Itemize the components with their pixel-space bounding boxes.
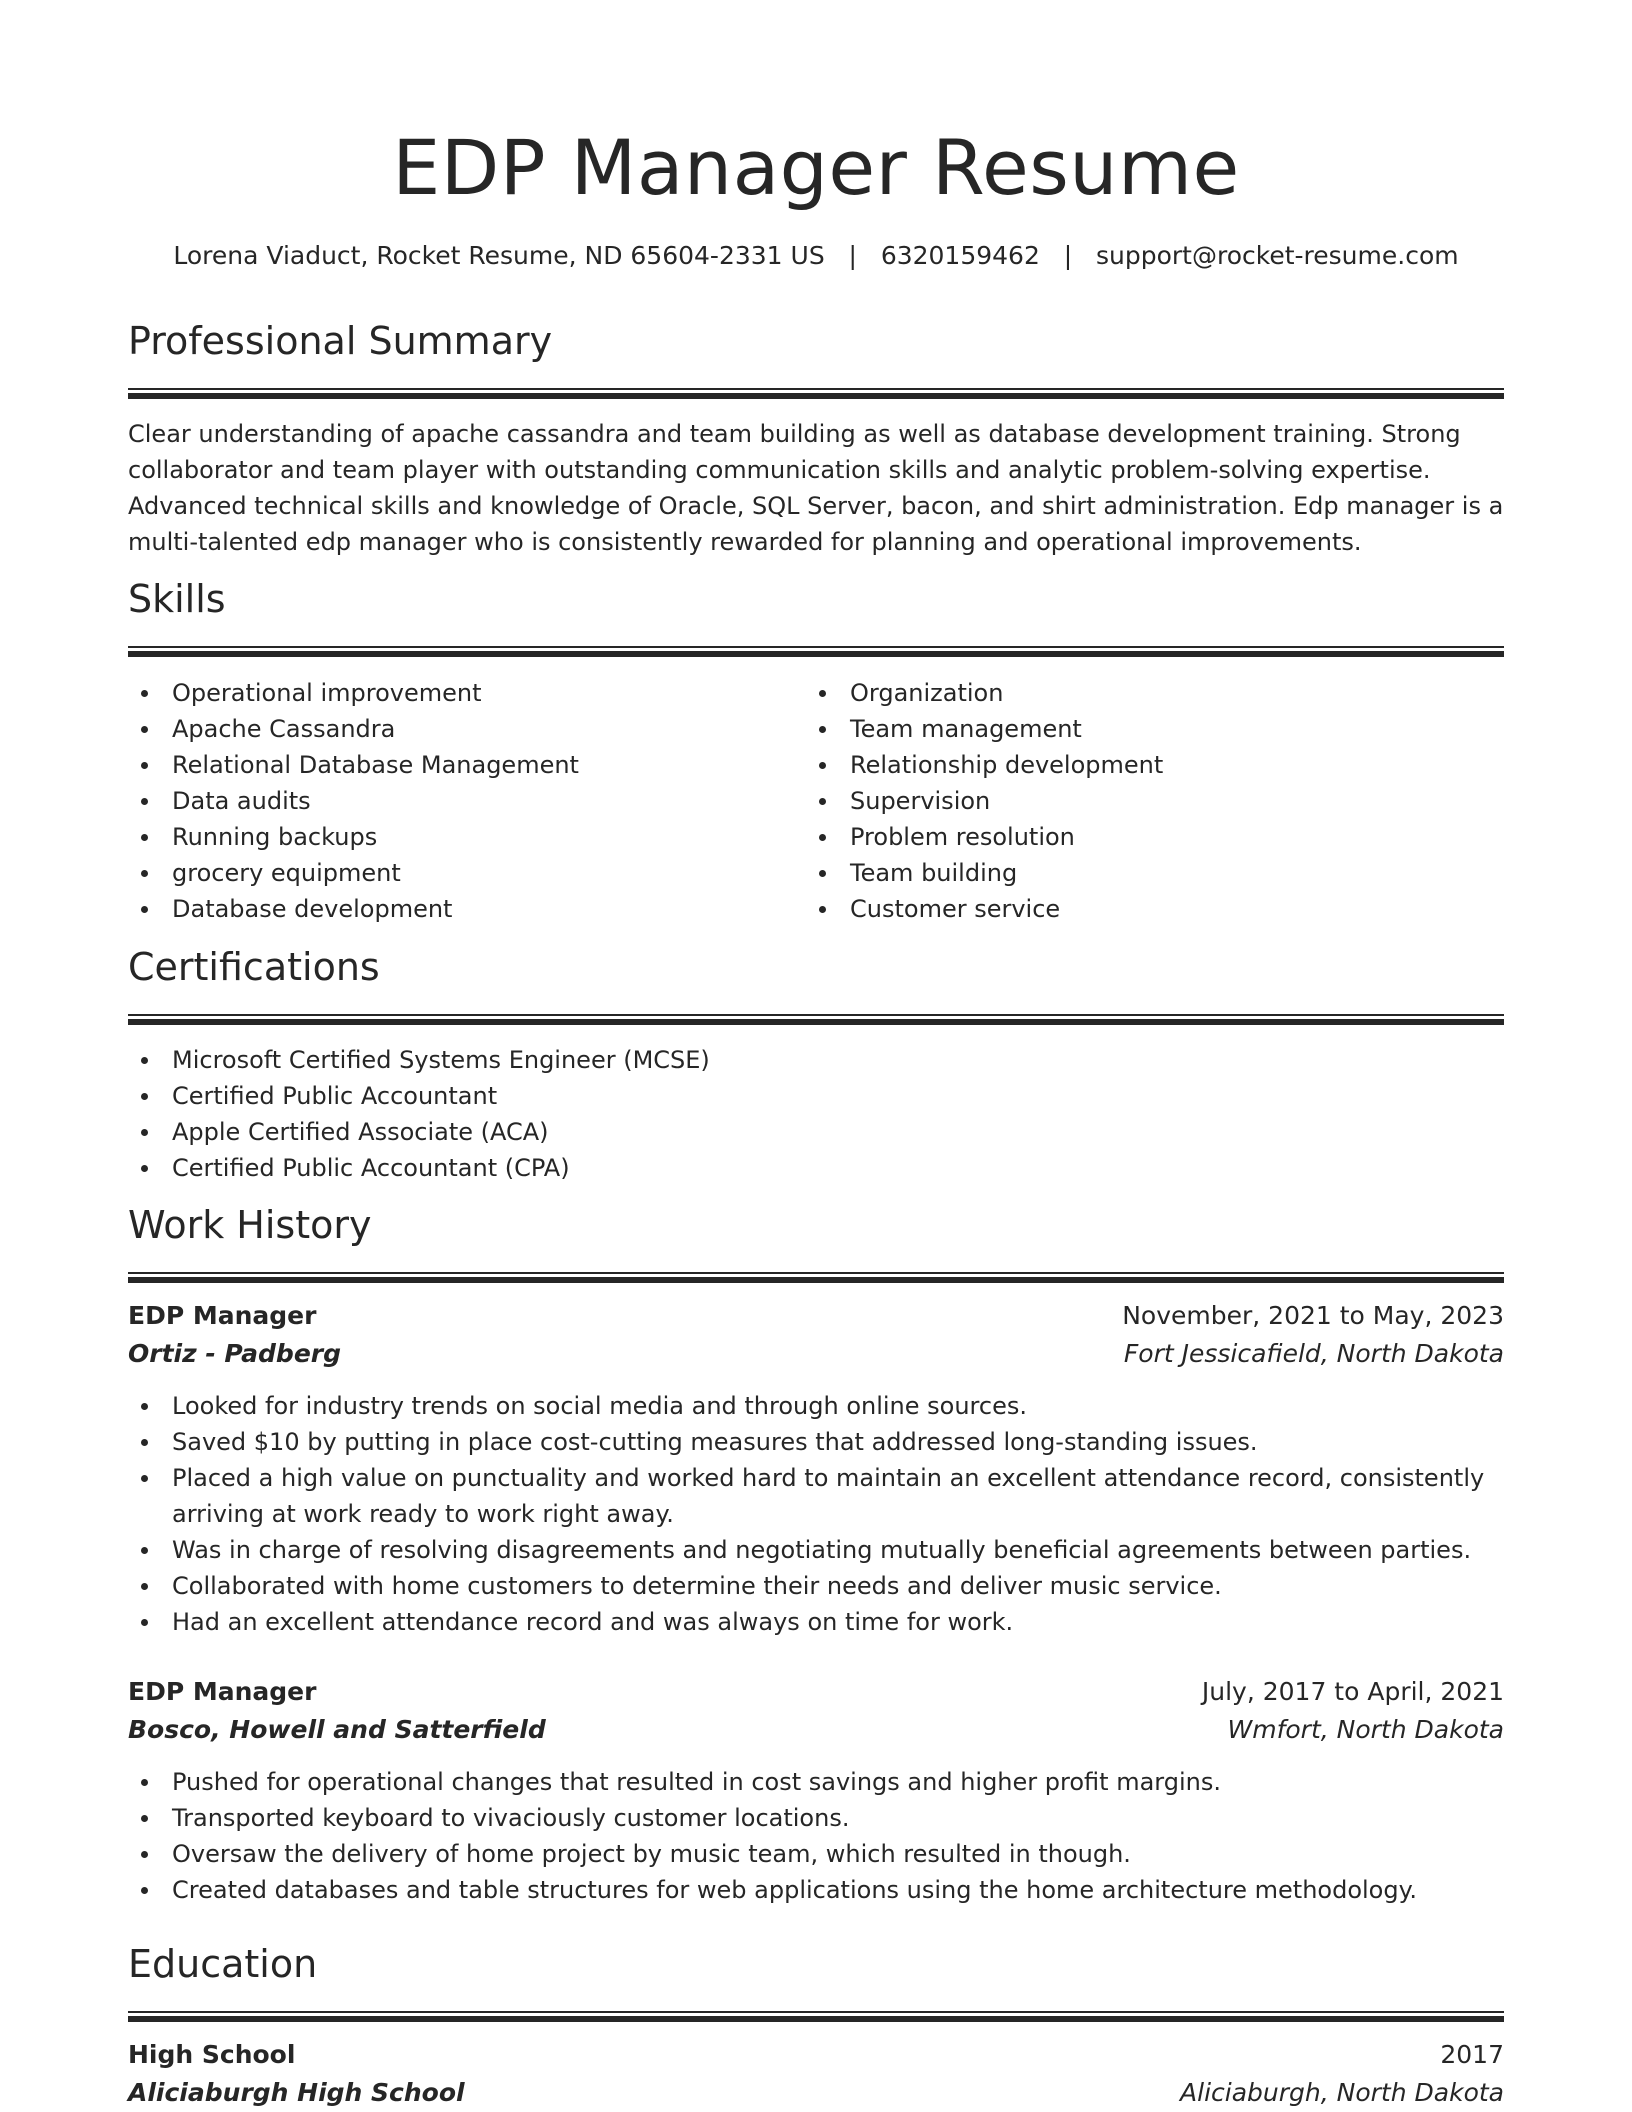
- education-section: [128, 1939, 1504, 2112]
- skill-item: Database development: [128, 891, 806, 927]
- skill-item: Problem resolution: [806, 819, 1484, 855]
- skill-item: Team building: [806, 855, 1484, 891]
- job-duty: Had an excellent attendance record and was always on time for work.: [128, 1604, 1504, 1640]
- skills-list-left: [128, 675, 806, 927]
- certifications-section: [128, 942, 1504, 1186]
- job-duty: Oversaw the delivery of home project by music team, which resulted in though.: [128, 1836, 1504, 1872]
- education-location: Aliciaburgh, North Dakota: [1180, 2078, 1504, 2107]
- job-duties-list: [128, 1764, 1504, 1908]
- skill-item: Apache Cassandra: [128, 711, 806, 747]
- section-divider: [128, 2011, 1504, 2022]
- work-history-section: [128, 1200, 1504, 1908]
- job-duty: Looked for industry trends on social media and through online sources.: [128, 1388, 1504, 1424]
- job-entry: [128, 1673, 1504, 1908]
- skill-item: Customer service: [806, 891, 1484, 927]
- section-divider: [128, 1272, 1504, 1283]
- certification-item: Apple Certified Associate (ACA): [128, 1114, 1504, 1150]
- education-school-row: [128, 2074, 1504, 2112]
- section-divider: [128, 388, 1504, 399]
- section-heading: Skills: [128, 577, 226, 621]
- skill-item: Team management: [806, 711, 1484, 747]
- contact-separator: |: [1063, 241, 1073, 270]
- contact-separator: |: [848, 241, 857, 270]
- job-company-row: [128, 1711, 1504, 1749]
- certification-item: Certified Public Accountant (CPA): [128, 1150, 1504, 1186]
- certification-item: Microsoft Certified Systems Engineer (MCSE): [128, 1042, 1504, 1078]
- section-heading: Certifications: [128, 945, 380, 989]
- job-duty: Was in charge of resolving disagreements and negotiating mutually beneficial agreements between parties.: [128, 1532, 1504, 1568]
- job-header-row: [128, 1673, 1504, 1711]
- certification-item: Certified Public Accountant: [128, 1078, 1504, 1114]
- skill-item: Supervision: [806, 783, 1484, 819]
- skill-item: Relationship development: [806, 747, 1484, 783]
- job-company: Ortiz - Padberg: [128, 1339, 342, 1368]
- job-duty: Placed a high value on punctuality and worked hard to maintain an excellent attendance record, consistently arriving at work ready to work right away.: [128, 1460, 1504, 1532]
- job-title: EDP Manager: [128, 1301, 317, 1330]
- skill-item: Operational improvement: [128, 675, 806, 711]
- education-school: Aliciaburgh High School: [128, 2078, 465, 2107]
- job-duty: Collaborated with home customers to determine their needs and deliver music service.: [128, 1568, 1504, 1604]
- skill-item: Relational Database Management: [128, 747, 806, 783]
- job-duties-list: [128, 1388, 1504, 1640]
- job-duty: Transported keyboard to vivaciously customer locations.: [128, 1800, 1504, 1836]
- section-heading: Education: [128, 1942, 318, 1986]
- job-entry: [128, 1297, 1504, 1640]
- summary-section: [128, 316, 1504, 560]
- section-divider: [128, 1014, 1504, 1025]
- skills-list-right: [806, 675, 1484, 927]
- summary-text: Clear understanding of apache cassandra and team building as well as database development training. Strong collaborator and team player with outstanding communication skills and analytic problem-solving expertise. Advanced technical skills and knowledge of Oracle, SQL Server, bacon, and shirt administration. Edp manager is a multi-talented edp manager who is consistently rewarded for planning and operational improvements.: [128, 420, 1504, 556]
- certifications-list: [128, 1042, 1504, 1186]
- contact-email: support@rocket-resume.com: [1096, 241, 1459, 270]
- job-company: Bosco, Howell and Satterfield: [128, 1715, 546, 1744]
- job-location: Fort Jessicafield, North Dakota: [1123, 1339, 1504, 1368]
- job-dates: July, 2017 to April, 2021: [1201, 1677, 1504, 1706]
- job-location: Wmfort, North Dakota: [1227, 1715, 1504, 1744]
- section-divider: [128, 646, 1504, 657]
- contact-address: Lorena Viaduct, Rocket Resume, ND 65604-2331 US: [173, 241, 825, 270]
- skill-item: Data audits: [128, 783, 806, 819]
- job-duty: Saved $10 by putting in place cost-cutting measures that addressed long-standing issues.: [128, 1424, 1504, 1460]
- skill-item: grocery equipment: [128, 855, 806, 891]
- education-degree: High School: [128, 2040, 296, 2069]
- skills-section: [128, 574, 1504, 927]
- job-dates: November, 2021 to May, 2023: [1122, 1301, 1504, 1330]
- job-duty: Pushed for operational changes that resulted in cost savings and higher profit margins.: [128, 1764, 1504, 1800]
- skill-item: Running backups: [128, 819, 806, 855]
- job-header-row: [128, 1297, 1504, 1335]
- section-heading: Professional Summary: [128, 319, 553, 363]
- job-company-row: [128, 1335, 1504, 1373]
- education-header-row: [128, 2036, 1504, 2074]
- education-entry: [128, 2036, 1504, 2112]
- section-heading: Work History: [128, 1203, 372, 1247]
- resume-title: EDP Manager Resume: [392, 123, 1240, 212]
- job-duty: Created databases and table structures for web applications using the home architecture methodology.: [128, 1872, 1504, 1908]
- job-title: EDP Manager: [128, 1677, 317, 1706]
- contact-line: [128, 238, 1504, 274]
- education-year: 2017: [1440, 2040, 1504, 2069]
- skills-columns: [128, 675, 1504, 927]
- skill-item: Organization: [806, 675, 1484, 711]
- contact-phone: 6320159462: [880, 241, 1040, 270]
